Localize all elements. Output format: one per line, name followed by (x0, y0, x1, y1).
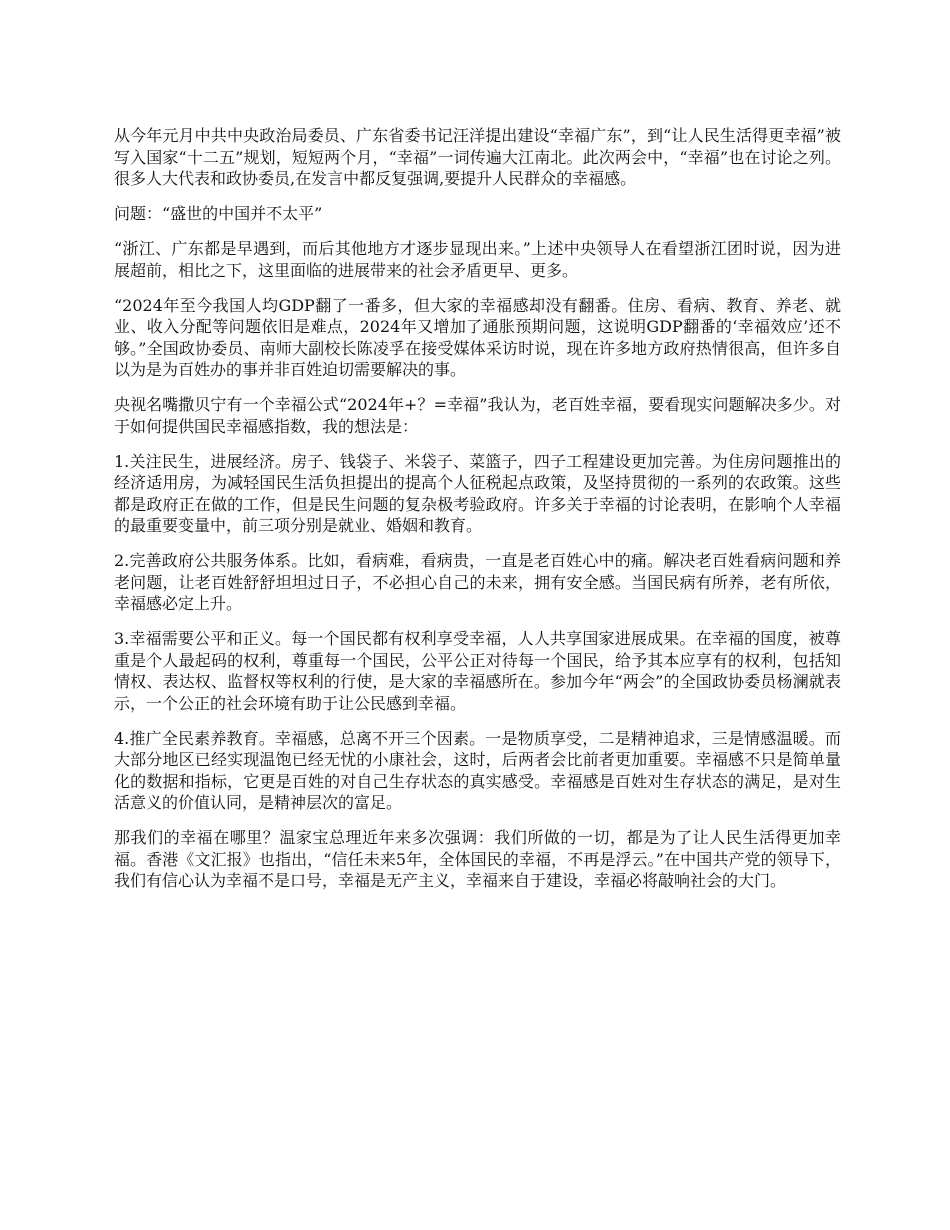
paragraph-point-4: 4.推广全民素养教育。幸福感，总离不开三个因素。一是物质享受，二是精神追求，三是情感温暖。而大部分地区已经实现温饱已经无忧的小康社会，这时，后两者会比前者更加重要。幸福感不只是简单量化的数据和指标，它更是百姓的对自己生存状态的真实感受。幸福感是百姓对生存状态的满足，是对生活意义的价值认同，是精神层次的富足。 (114, 728, 841, 812)
paragraph-point-2: 2.完善政府公共服务体系。比如，看病难，看病贵，一直是老百姓心中的痛。解决老百姓看病问题和养老问题，让老百姓舒舒坦坦过日子，不必担心自己的未来，拥有安全感。当国民病有所养，老有所依，幸福感必定上升。 (114, 551, 841, 613)
paragraph-formula: 央视名嘴撒贝宁有一个幸福公式“2024年+？=幸福”我认为，老百姓幸福，要看现实问题解决多少。对于如何提供国民幸福感指数，我的想法是： (114, 395, 841, 436)
paragraph-question: 问题：“盛世的中国并不太平” (114, 204, 323, 223)
paragraph-point-3: 3.幸福需要公平和正义。每一个国民都有权利享受幸福，人人共享国家进展成果。在幸福的国度，被尊重是个人最起码的权利，尊重每一个国民，公平公正对待每一个国民，给予其本应享有的权利，包括知情权、表达权、监督权等权利的行使，是大家的幸福感所在。参加今年“两会”的全国政协委员杨澜就表示，一个公正的社会环境有助于让公民感到幸福。 (114, 629, 841, 713)
paragraph-point-1: 1.关注民生，进展经济。房子、钱袋子、米袋子、菜篮子，四子工程建设更加完善。为住房问题推出的经济适用房，为减轻国民生活负担提出的提高个人征税起点政策，及坚持贯彻的一系列的农政策。这些都是政府正在做的工作，但是民生问题的复杂极考验政府。许多关于幸福的讨论表明，在影响个人幸福的最重要变量中，前三项分别是就业、婚姻和教育。 (114, 451, 841, 535)
paragraph-conclusion: 那我们的幸福在哪里？温家宝总理近年来多次强调：我们所做的一切，都是为了让人民生活得更加幸福。香港《文汇报》也指出，“信任未来5年，全体国民的幸福，不再是浮云。”在中国共产党的领导下，我们有信心认为幸福不是口号，幸福是无产主义，幸福来自于建设，幸福必将敲响社会的大门。 (114, 828, 841, 890)
paragraph-gdp: “2024年至今我国人均GDP翻了一番多，但大家的幸福感却没有翻番。住房、看病、教育、养老、就业、收入分配等问题依旧是难点，2024年又增加了通胀预期问题，这说明GDP翻番的‘幸福效应’还不够。”全国政协委员、南师大副校长陈凌孚在接受媒体采访时说，现在许多地方政府热情很高，但许多自以为是为百姓办的事并非百姓迫切需要解决的事。 (114, 295, 841, 379)
paragraph-intro: 从今年元月中共中央政治局委员、广东省委书记汪洋提出建设“幸福广东”，到“让人民生活得更幸福”被写入国家“十二五”规划，短短两个月，“幸福”一词传遍大江南北。此次两会中，“幸福”也在讨论之列。很多人大代表和政协委员,在发言中都反复强调,要提升人民群众的幸福感。 (114, 126, 841, 188)
document-body (114, 125, 841, 905)
paragraph-zhejiang: “浙江、广东都是早遇到，而后其他地方才逐步显现出来。”上述中央领导人在看望浙江团时说，因为进展超前，相比之下，这里面临的进展带来的社会矛盾更早、更多。 (114, 239, 841, 280)
